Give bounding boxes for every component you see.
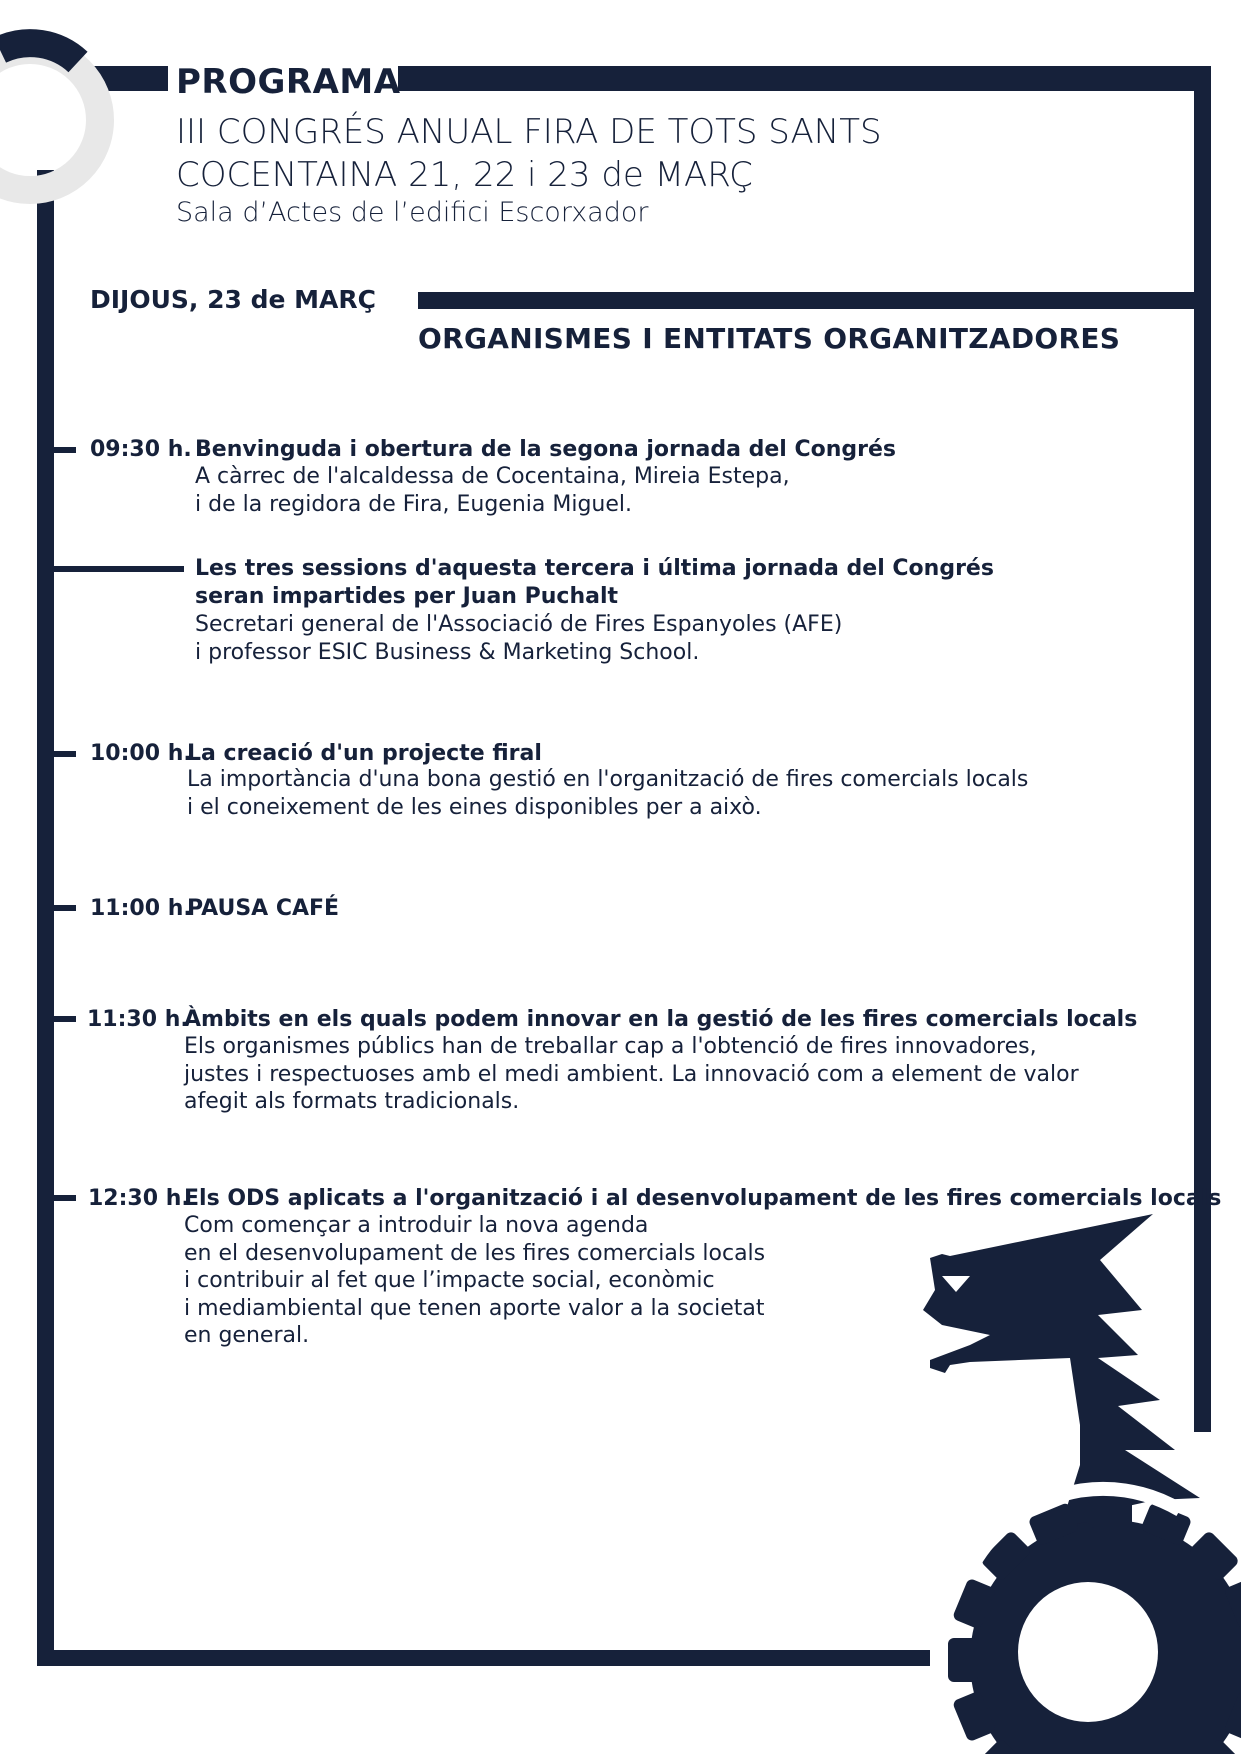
speaker-description: Secretari general de l'Associació de Fires Espanyoles (AFE) i professor ESIC Business & Marketing School. <box>195 612 843 665</box>
timeline-tick <box>54 905 76 911</box>
schedule-title: La creació d'un projecte firal <box>187 741 542 766</box>
congress-venue: Sala d’Actes de l’edifici Escorxador <box>176 197 649 228</box>
ring-decoration <box>0 0 120 220</box>
programa-title: PROGRAMA <box>176 62 401 102</box>
schedule-title: PAUSA CAFÉ <box>187 896 340 921</box>
schedule-description: A càrrec de l'alcaldessa de Cocentaina, Mireia Estepa, i de la regidora de Fira, Eugenia Miguel. <box>195 464 790 517</box>
timeline-tick <box>54 1195 76 1201</box>
schedule-time: 10:00 h. <box>90 741 192 766</box>
schedule-title: Benvinguda i obertura de la segona jornada del Congrés <box>195 437 897 462</box>
schedule-time: 11:30 h. <box>87 1007 189 1032</box>
schedule-title: Àmbits en els quals podem innovar en la gestió de les fires comercials locals <box>184 1007 1138 1032</box>
congress-title: III CONGRÉS ANUAL FIRA DE TOTS SANTS <box>176 112 882 152</box>
schedule-description: Com començar a introduir la nova agenda en el desenvolupament de les fires comercials locals i contribuir al fet que l’impacte social, econòmic i mediambiental que tenen aporte valor a la societat en general. <box>184 1213 766 1348</box>
timeline-tick <box>54 751 76 757</box>
day-divider-bar <box>418 292 1211 309</box>
dragon-head-illustration <box>780 1210 1241 1754</box>
day-label: DIJOUS, 23 de MARÇ <box>90 285 376 314</box>
timeline-tick <box>54 447 76 453</box>
congress-dates: COCENTAINA 21, 22 i 23 de MARÇ <box>176 155 753 195</box>
schedule-description: La importància d'una bona gestió en l'organització de fires comercials locals i el coneixement de les eines disponibles per a això. <box>187 767 1029 820</box>
frame-left-border <box>37 170 54 1666</box>
timeline-tick <box>54 1016 76 1022</box>
organizers-label: ORGANISMES I ENTITATS ORGANITZADORES <box>418 322 1121 355</box>
timeline-tick-long <box>54 566 184 572</box>
speaker-heading: Les tres sessions d'aquesta tercera i última jornada del Congrés seran impartides per Juan Puchalt <box>195 556 994 609</box>
schedule-time: 11:00 h. <box>90 896 192 921</box>
schedule-time: 09:30 h. <box>90 437 192 462</box>
frame-top-bar <box>398 66 1211 91</box>
schedule-title: Els ODS aplicats a l'organització i al desenvolupament de les fires comercials locals <box>184 1186 1222 1211</box>
schedule-time: 12:30 h. <box>88 1186 190 1211</box>
schedule-description: Els organismes públics han de treballar cap a l'obtenció de fires innovadores, justes i respectuoses amb el medi ambient. La innovació com a element de valor afegit als formats tradicionals. <box>184 1034 1079 1114</box>
